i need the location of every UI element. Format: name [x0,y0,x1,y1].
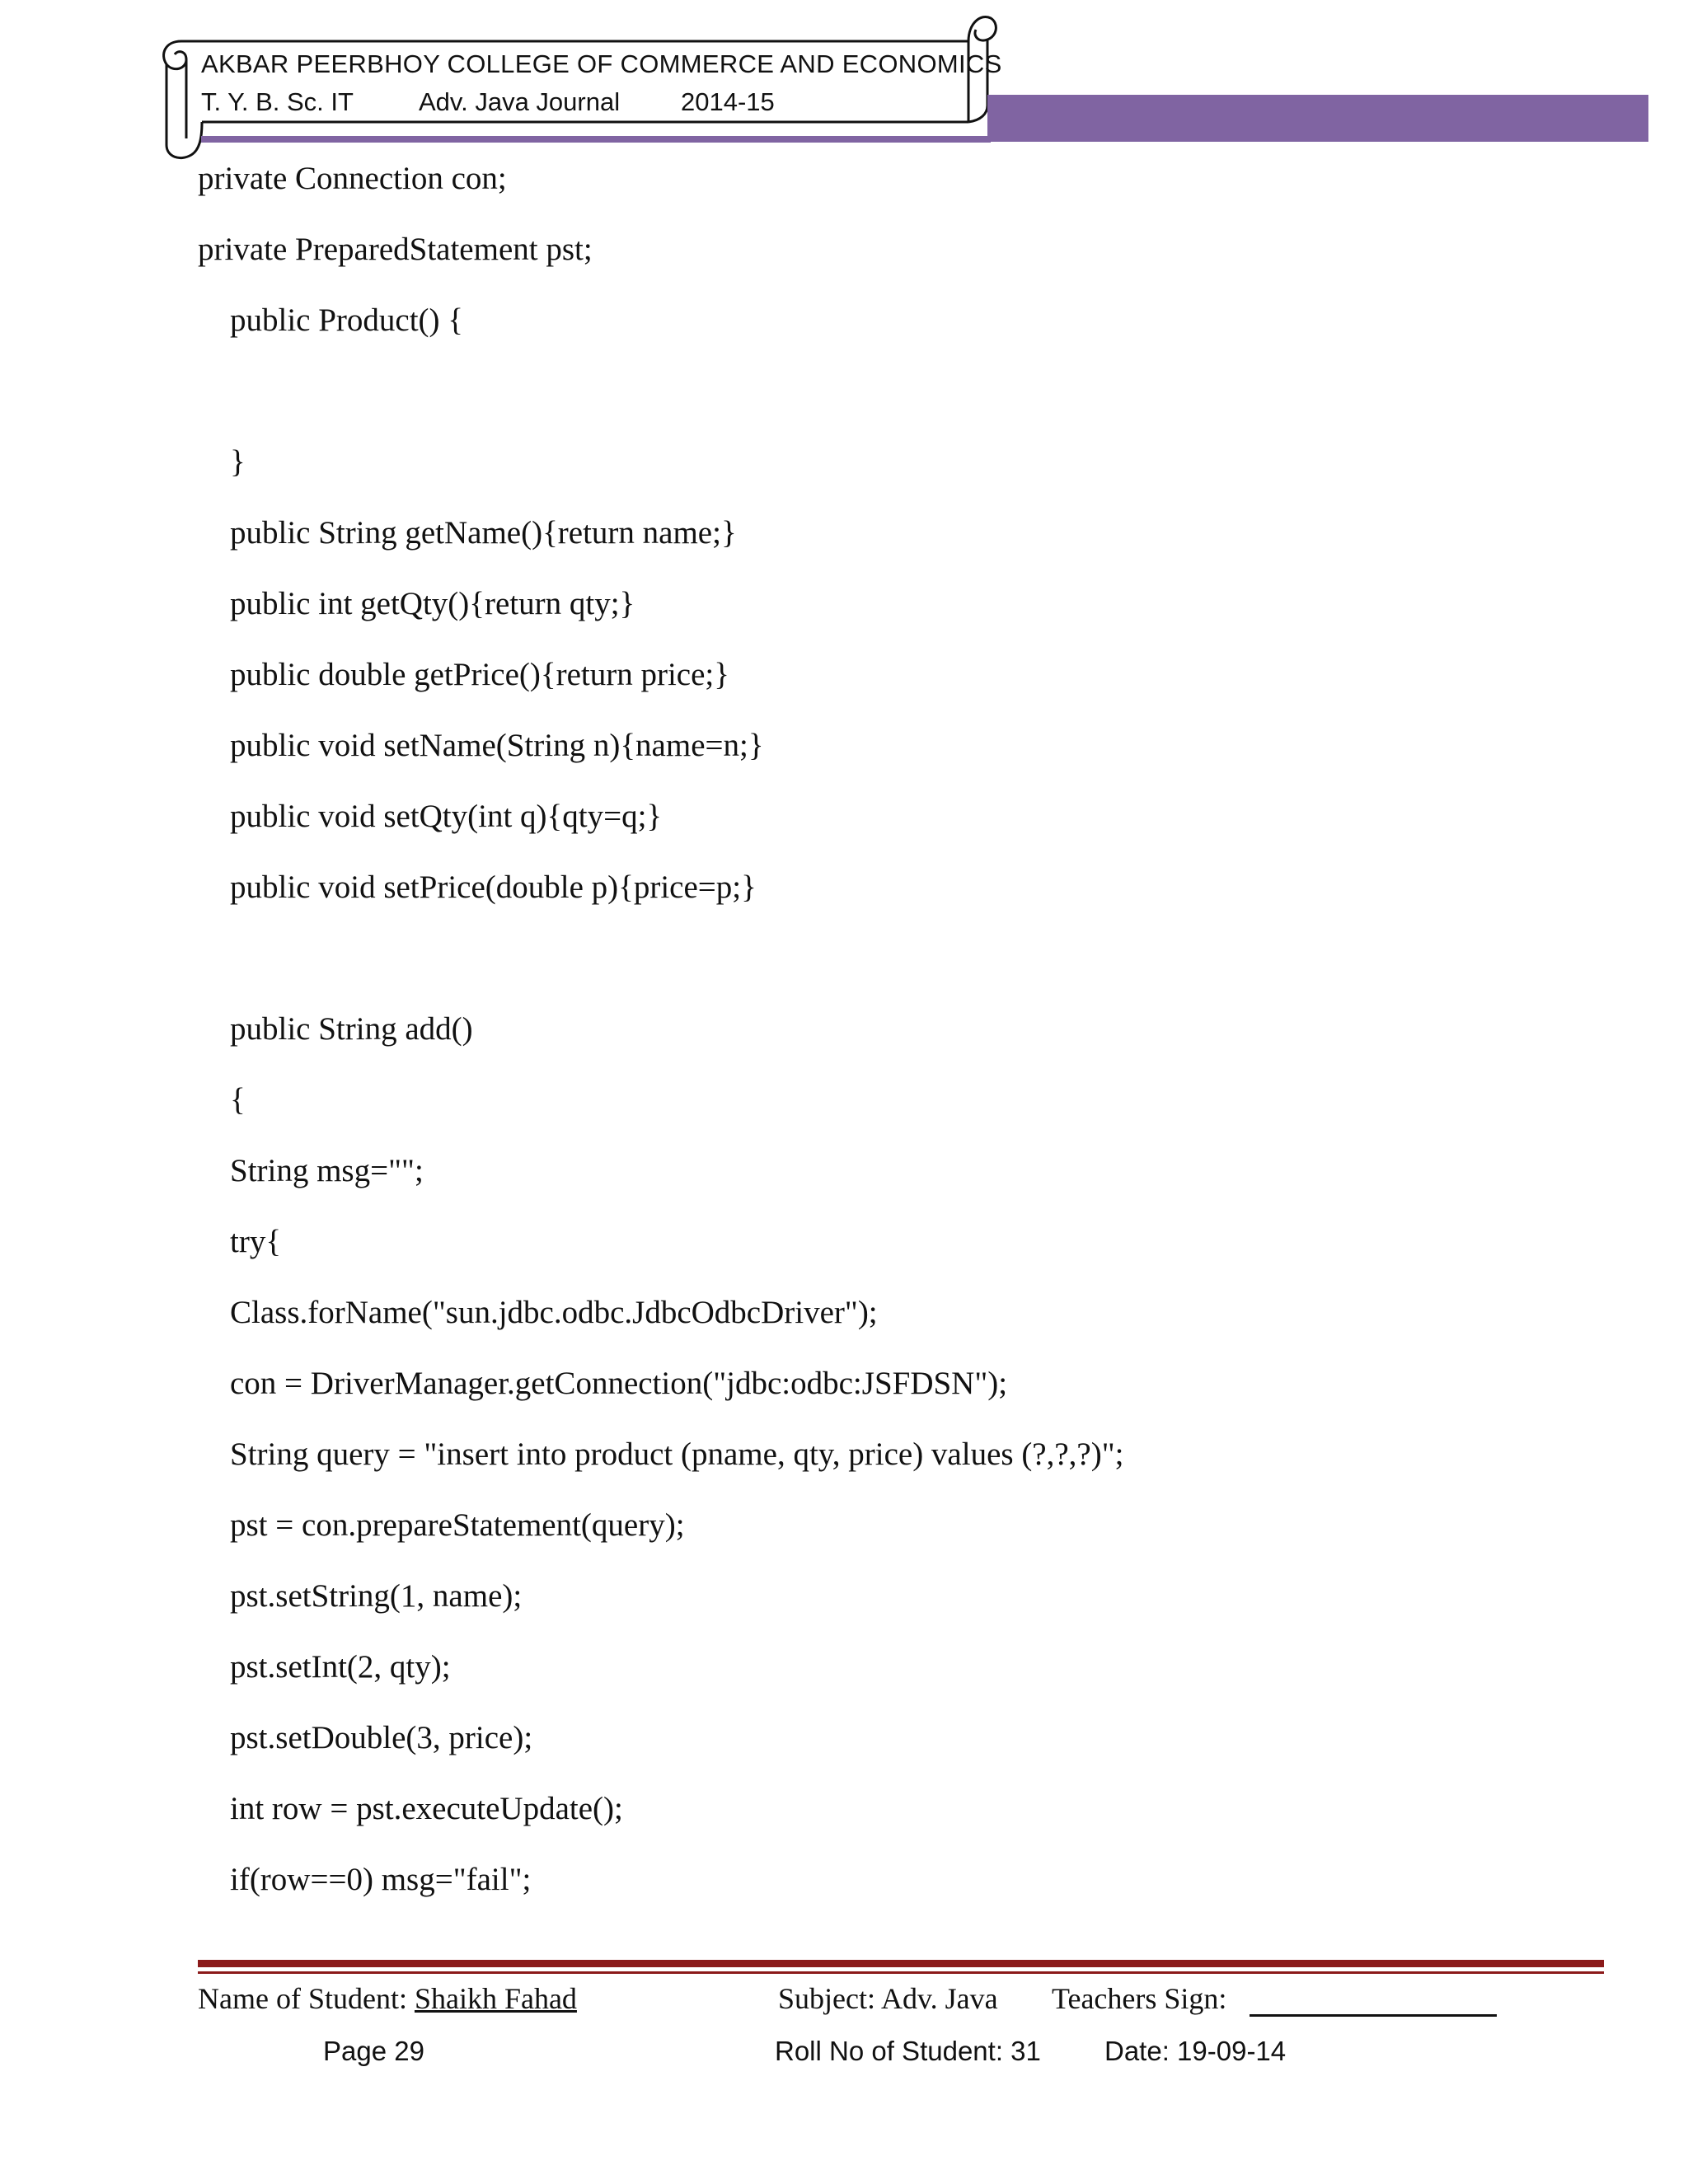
code-line: int row = pst.executeUpdate(); [230,1791,623,1826]
academic-year: 2014-15 [681,87,775,116]
footer-rule-thin [198,1971,1604,1974]
code-line: pst.setDouble(3, price); [230,1720,533,1755]
page-number: Page 29 [323,2036,424,2066]
code-line: private Connection con; [198,161,507,196]
code-line: public String getName(){return name;} [230,515,737,551]
code-line: if(row==0) msg="fail"; [230,1862,532,1897]
code-line: public void setQty(int q){qty=q;} [230,799,663,834]
code-line: public void setName(String n){name=n;} [230,728,764,763]
code-line: public String add() [230,1011,473,1047]
code-line: { [230,1082,246,1118]
student-name-label: Name of Student: [198,1982,407,2015]
teacher-sign-label: Teachers Sign: [1052,1982,1227,2015]
header-course-line [201,87,775,117]
code-line: public double getPrice(){return price;} [230,657,729,692]
code-line: public void setPrice(double p){price=p;} [230,869,757,905]
date: Date: 19-09-14 [1104,2036,1287,2066]
code-line: private PreparedStatement pst; [198,232,593,267]
code-line: } [230,444,246,480]
code-line: pst.setInt(2, qty); [230,1649,451,1685]
journal-subject: Adv. Java Journal [419,87,621,116]
code-line: String msg=""; [230,1153,424,1188]
code-line: Class.forName("sun.jdbc.odbc.JdbcOdbcDriver"); [230,1295,878,1330]
teacher-sign-line [1250,2014,1497,2017]
student-name-line [198,1981,577,2016]
student-name-value: Shaikh Fahad [414,1982,577,2015]
footer-rule [198,1960,1604,1967]
code-line: public int getQty(){return qty;} [230,586,635,621]
code-line: pst = con.prepareStatement(query); [230,1507,685,1543]
course-name: T. Y. B. Sc. IT [201,87,354,116]
code-line: String query = "insert into product (pname, qty, price) values (?,?,?)"; [230,1436,1124,1472]
code-line: public Product() { [230,302,463,338]
header-accent-band [987,95,1648,142]
subject-label: Subject: Adv. Java [778,1982,998,2015]
college-name: AKBAR PEERBHOY COLLEGE OF COMMERCE AND ECONOMICS [201,49,1002,78]
roll-number: Roll No of Student: 31 [775,2036,1041,2066]
header-accent-underline [201,136,991,143]
code-line: pst.setString(1, name); [230,1578,523,1614]
code-line: try{ [230,1224,282,1259]
code-line: con = DriverManager.getConnection("jdbc:odbc:JSFDSN"); [230,1366,1008,1401]
